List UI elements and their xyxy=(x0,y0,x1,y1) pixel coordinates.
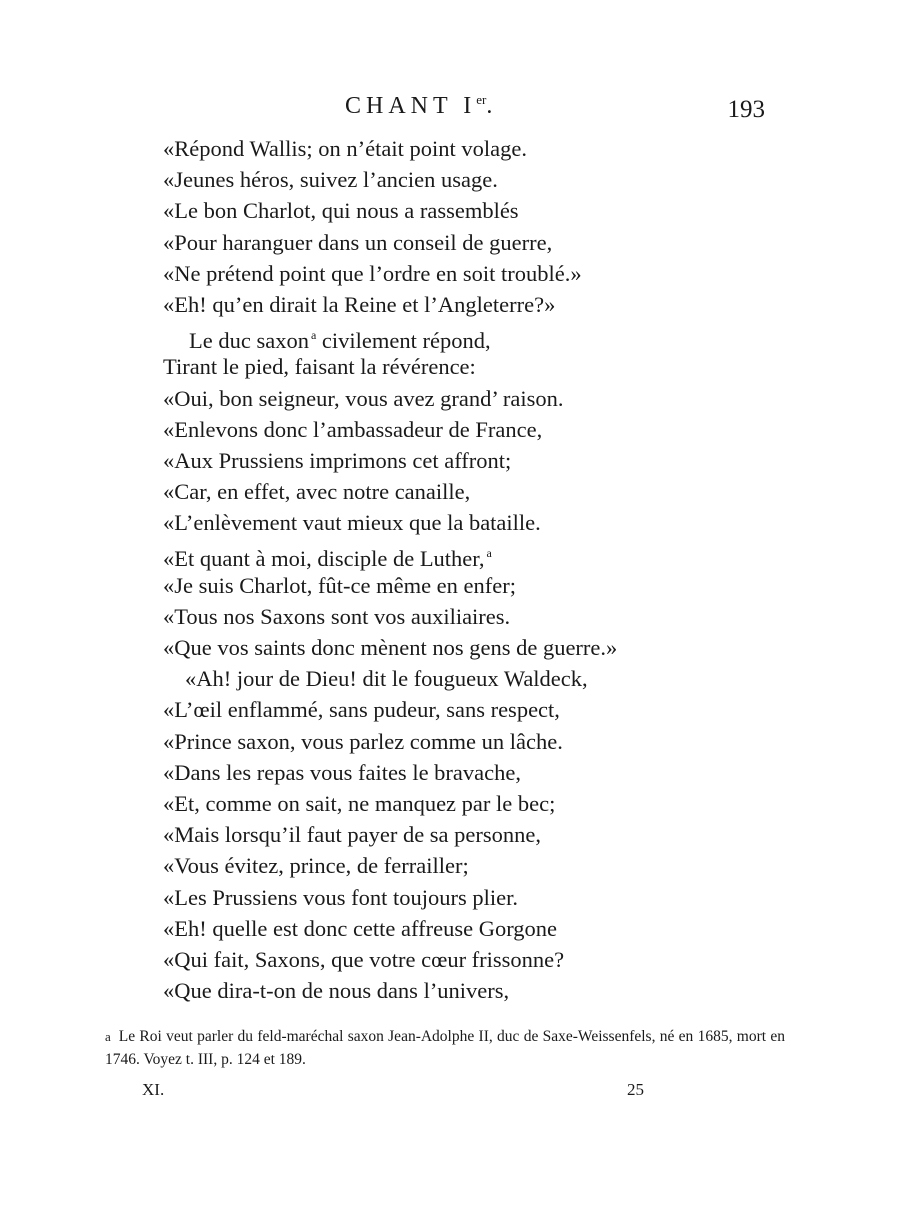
verse-line xyxy=(163,351,783,382)
verse-line-text: «Que dira-t-on de nous dans l’univers, xyxy=(163,978,510,1004)
page-number: 193 xyxy=(727,96,765,123)
verse-line xyxy=(163,258,783,289)
verse-line-text: «L’œil enflammé, sans pudeur, sans respect, xyxy=(163,697,560,723)
verse-line-text: «Eh! qu’en dirait la Reine et l’Angleterre?» xyxy=(163,291,556,317)
running-head xyxy=(0,92,900,128)
verse-line-text: «Le bon Charlot, qui nous a rassemblés xyxy=(163,198,519,224)
verse-line-text: «Car, en effet, avec notre canaille, xyxy=(163,479,471,505)
verse-line xyxy=(163,632,783,663)
volume-signature: XI. xyxy=(142,1080,165,1099)
verse-line-text: «Vous évitez, prince, de ferrailler; xyxy=(163,853,469,879)
verse-line xyxy=(163,476,783,507)
verse-line-text: «L’enlèvement vaut mieux que la bataille. xyxy=(163,510,541,536)
verse-line xyxy=(163,570,783,601)
verse-line xyxy=(163,414,783,445)
verse-line xyxy=(163,289,783,320)
verse-line-text: «Jeunes héros, suivez l’ancien usage. xyxy=(163,167,498,193)
verse-line xyxy=(163,383,783,414)
verse-line-text: «Enlevons donc l’ambassadeur de France, xyxy=(163,416,543,442)
verse-line-text: «Ah! jour de Dieu! dit le fougueux Waldeck, xyxy=(185,666,588,692)
chant-title-period: . xyxy=(486,93,498,119)
verse-line-text: «Qui fait, Saxons, que votre cœur frissonne? xyxy=(163,946,565,972)
verse-line-text: «Tous nos Saxons sont vos auxiliaires. xyxy=(163,603,511,629)
verse-line-text: «Et, comme on sait, ne manquez par le bec; xyxy=(163,790,556,816)
verse-line xyxy=(163,227,783,258)
footnote xyxy=(105,1025,785,1071)
verse-line xyxy=(163,944,783,975)
verse-line xyxy=(163,757,783,788)
verse-line-text: «Et quant à moi, disciple de Luther, xyxy=(163,546,485,572)
verse-line xyxy=(163,882,783,913)
verse-line xyxy=(163,320,783,354)
verse-line-text: «Prince saxon, vous parlez comme un lâche. xyxy=(163,728,563,754)
verse-line xyxy=(163,975,783,1006)
verse-line xyxy=(163,913,783,944)
chant-title-superscript: er xyxy=(476,92,487,107)
verse-line xyxy=(163,133,783,164)
verse-line-text: «Les Prussiens vous font toujours plier. xyxy=(163,884,518,910)
verse-line xyxy=(163,507,783,538)
verse-line xyxy=(163,164,783,195)
footnote-text: Le Roi veut parler du feld-maréchal saxon Jean-Adolphe II, duc de Saxe-Weissenfels, né en 1685, mort en 1746. Voyez t. III, p. 124 et 189. xyxy=(105,1028,785,1068)
verse-line-text: «Je suis Charlot, fût-ce même en enfer; xyxy=(163,572,517,598)
verse-line xyxy=(163,601,783,632)
verse-block xyxy=(163,133,783,1006)
verse-line-text: «Eh! quelle est donc cette affreuse Gorgone xyxy=(163,915,558,941)
verse-line-text: «Pour haranguer dans un conseil de guerre, xyxy=(163,229,553,255)
verse-line-text: «Que vos saints donc mènent nos gens de guerre.» xyxy=(163,635,618,660)
verse-line xyxy=(163,538,783,572)
chant-title-text: CHANT I xyxy=(345,93,477,119)
note-reference-mark: a xyxy=(486,546,492,561)
verse-line-text: «Répond Wallis; on n’était point volage. xyxy=(163,136,527,161)
verse-line xyxy=(163,819,783,850)
verse-line xyxy=(163,694,783,725)
verse-line xyxy=(163,445,783,476)
verse-line-text: «Oui, bon seigneur, vous avez grand’ raison. xyxy=(163,385,564,411)
verse-line xyxy=(163,195,783,226)
verse-line-text: Le duc saxon xyxy=(189,328,309,354)
verse-line xyxy=(163,663,783,694)
note-reference-mark: a xyxy=(310,328,317,343)
gathering-signature: 25 xyxy=(627,1080,644,1099)
verse-line-text: «Dans les repas vous faites le bravache, xyxy=(163,759,521,785)
verse-line-text: «Aux Prussiens imprimons cet affront; xyxy=(163,447,512,473)
verse-line-continuation: civilement répond, xyxy=(316,328,491,354)
verse-line xyxy=(163,788,783,819)
chant-title xyxy=(345,92,497,120)
verse-line-text: «Mais lorsqu’il faut payer de sa personne, xyxy=(163,822,542,848)
verse-line xyxy=(163,850,783,881)
footnote-mark: a xyxy=(105,1029,111,1044)
verse-line-text: Tirant le pied, faisant la révérence: xyxy=(163,354,476,380)
verse-line-text: «Ne prétend point que l’ordre en soit troublé.» xyxy=(163,260,582,286)
verse-line xyxy=(163,726,783,757)
